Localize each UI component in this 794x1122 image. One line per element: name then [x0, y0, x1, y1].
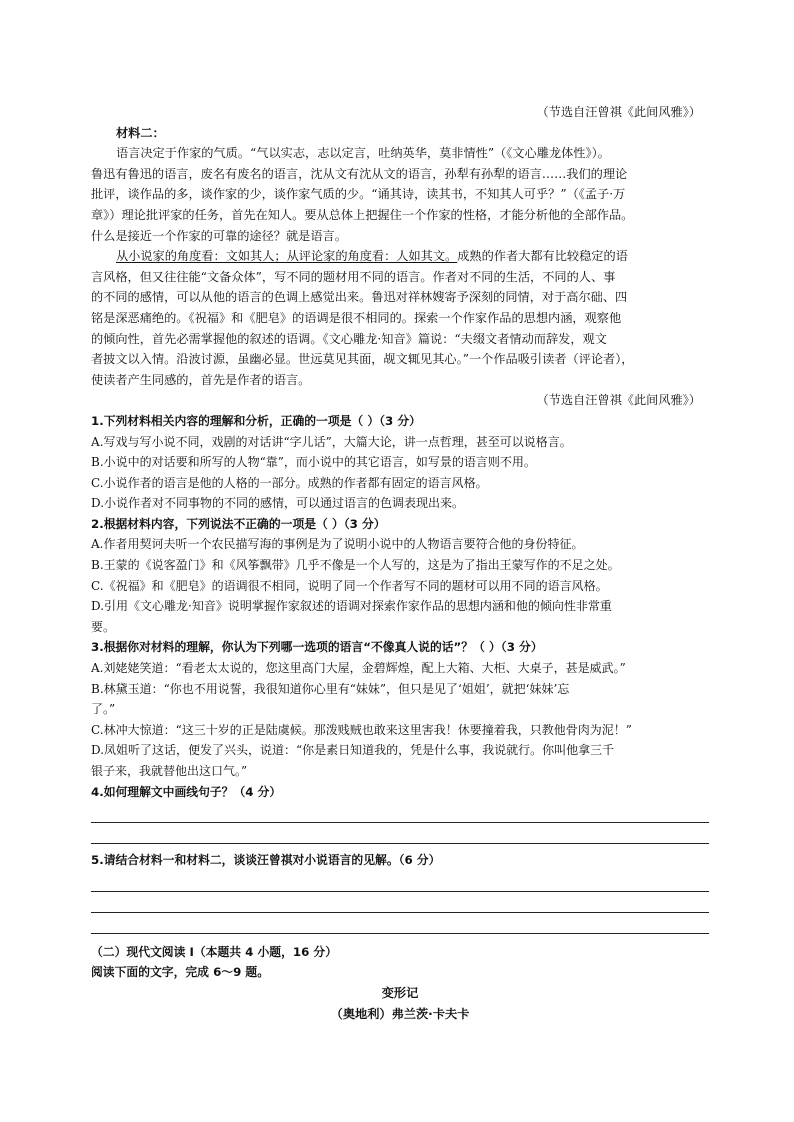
answer-line[interactable] — [91, 823, 709, 844]
question-3-option-b-cont: 了。” — [91, 702, 116, 717]
question-3-option-d-cont: 银子来，我就替他出这口气。” — [91, 764, 248, 778]
para2-first-rest: 成熟的作者大都有比较稳定的语 — [457, 249, 628, 264]
question-1-stem: 1.下列材料相关内容的理解和分析，正确的一项是（ ）（3 分） — [91, 413, 421, 428]
question-1-option-c: C.小说作者的语言是他的人格的一部分。成熟的作者都有固定的语言风格。 — [91, 475, 488, 490]
question-5-stem: 5.请结合材料一和材料二，谈谈汪曾祺对小说语言的见解。（6 分） — [91, 853, 441, 868]
question-2-option-a: A.作者用契诃夫听一个农民描写海的事例是为了说明小说中的人物语言要符合他的身份特征。 — [91, 537, 584, 552]
answer-line[interactable] — [91, 871, 709, 892]
question-3-option-a: A.刘姥姥笑道：“看老太太说的，您这里高门大屋，金碧辉煌，配上大箱、大柜、大桌子，甚是威武。” — [91, 661, 626, 676]
material-one-source: （节选自汪曾祺《此间风雅》） — [536, 105, 701, 119]
question-3-option-c: C.林冲大惊道：“这三十岁的正是陆虞候。那泼贱贼也敢来这里害我！休要撞着我，只教他骨肉为泥！” — [91, 722, 632, 737]
section-2-instruction: 阅读下面的文字，完成 6～9 题。 — [91, 965, 269, 980]
exam-page — [91, 102, 709, 1024]
answer-line[interactable] — [91, 802, 709, 823]
material-two-para1-line: 批评，谈作品的多，谈作家的少，谈作家气质的少。“诵其诗，读其书，不知其人可乎？”（《孟子·万 — [91, 187, 626, 202]
passage-author: （奥地利）弗兰茨·卡夫卡 — [330, 1006, 470, 1021]
question-1-option-d: D.小说作者对不同事物的不同的感情，可以通过语言的色调表现出来。 — [91, 496, 465, 511]
material-two-para2-line: 使读者产生同感的，首先是作者的语言。 — [91, 372, 311, 387]
answer-line[interactable] — [91, 913, 709, 934]
material-two-para2-line: 者披文以入情。沿波讨源，虽幽必显。世远莫见其面，觇文辄见其心。”一个作品吸引读者（评论者）， — [91, 352, 634, 367]
answer-line[interactable] — [91, 892, 709, 913]
material-two-para2-line: 铭是深恶痛绝的。《祝福》和《肥皂》的语调是很不相同的。探索一个作家作品的思想内涵，观察他 — [91, 310, 622, 325]
material-two-heading: 材料二： — [116, 125, 165, 140]
question-1-option-b: B.小说中的对话要和所写的人物“靠”，而小说中的其它语言，如写景的语言则不用。 — [91, 455, 536, 470]
question-2-option-d-cont: 要。 — [91, 619, 116, 634]
passage-title: 变形记 — [381, 985, 419, 1000]
question-2-stem: 2.根据材料内容，下列说法不正确的一项是（ ）（3 分） — [91, 516, 386, 531]
material-two-para1-line: 章》）理论批评家的任务，首先在知人。要从总体上把握住一个作家的性格，才能分析他的全部作品。 — [91, 207, 634, 222]
material-two-para1-line: 鲁迅有鲁迅的语言，废名有废名的语言，沈从文有沈从文的语言，孙犁有孙犁的语言……我们的理论 — [91, 166, 628, 181]
question-3-stem: 3.根据你对材料的理解，你认为下列哪一选项的语言“不像真人说的话”？（ ）（3 分） — [91, 640, 543, 655]
material-two-para1-line: 什么是接近一个作家的可靠的途径？就是语言。 — [91, 228, 347, 243]
material-two-para2-line: 的倾向性，首先必需掌握他的叙述的语调。《文心雕龙·知音》篇说：“夫缀文者情动而辞发，观文 — [91, 331, 607, 346]
question-1-option-a: A.写戏与写小说不同，戏剧的对话讲“字儿话”，大篇大论，讲一点哲理，甚至可以说格言。 — [91, 434, 572, 449]
section-2-heading: （二）现代文阅读 I（本题共 4 小题，16 分） — [91, 944, 337, 959]
question-2-option-d: D.引用《文心雕龙·知音》说明掌握作家叙述的语调对探索作家作品的思想内涵和他的倾向性非常重 — [91, 599, 612, 614]
material-two-para2-line: 的不同的感情，可以从他的语言的色调上感觉出来。鲁迅对祥林嫂寄予深刻的同情，对于高尔础、四 — [91, 290, 628, 305]
question-3-option-b: B.林黛玉道：“你也不用说誓，我很知道你心里有“妹妹”，但只是见了‘姐姐’，就把‘妹妹’忘 — [91, 681, 570, 696]
underlined-sentence: 从小说家的角度看：文如其人；从评论家的角度看：人如其文。 — [116, 249, 458, 264]
question-2-option-c: C.《祝福》和《肥皂》的语调很不相同，说明了同一个作者写不同的题材可以用不同的语言风格。 — [91, 578, 608, 593]
question-2-option-b: B.王蒙的《说客盈门》和《风筝飘带》几乎不像是一个人写的，这是为了指出王蒙写作的不足之处。 — [91, 558, 620, 573]
material-two-para1-line: 语言决定于作家的气质。“气以实志，志以定言，吐纳英华，莫非情性”（《文心雕龙体性》）。 — [116, 146, 610, 161]
material-two-para2-line: 言风格，但又往往能“文备众体”，写不同的题材用不同的语言。作者对不同的生活，不同的人、事 — [91, 269, 616, 284]
question-4-stem: 4.如何理解文中画线句子？（4 分） — [91, 784, 282, 799]
material-two-source: （节选自汪曾祺《此间风雅》） — [536, 393, 701, 408]
material-two-para2-first-line — [91, 246, 709, 267]
question-3-option-d: D.凤姐听了这话，便发了兴头，说道：“你是素日知道我的，凭是什么事，我说就行。你叫他拿三千 — [91, 743, 615, 758]
